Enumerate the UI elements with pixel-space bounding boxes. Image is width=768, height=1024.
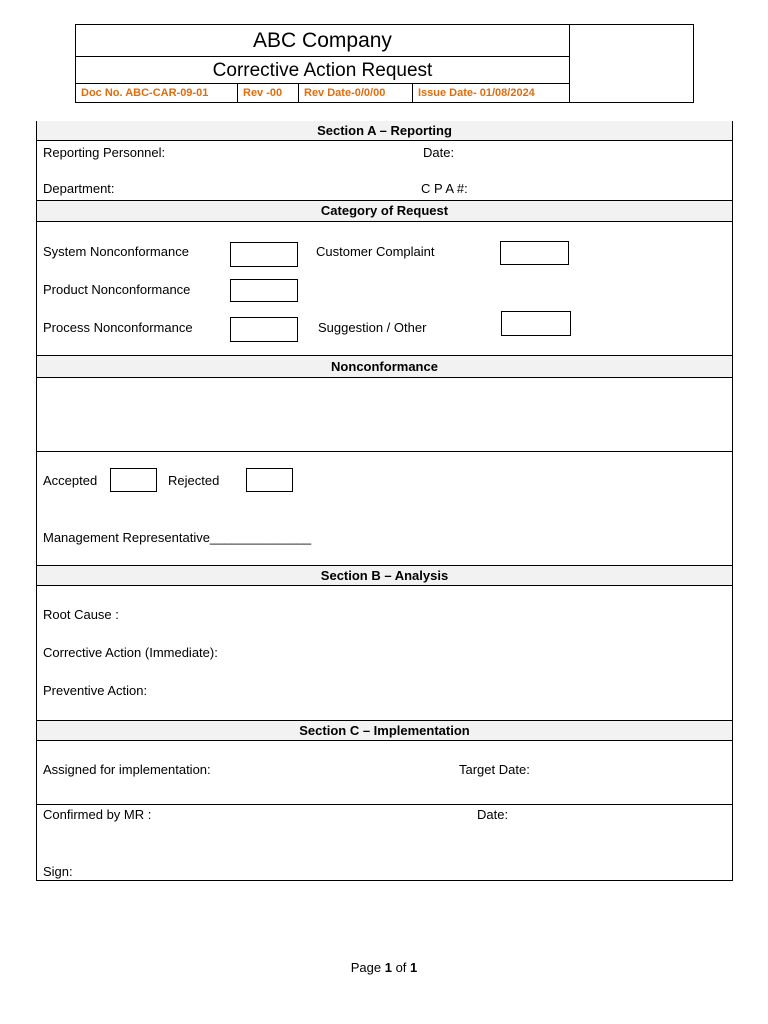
category-heading: Category of Request <box>37 200 732 222</box>
doc-meta-row <box>76 84 569 102</box>
management-representative-label: Management Representative______________ <box>43 530 312 545</box>
section-a-heading: Section A – Reporting <box>37 121 732 141</box>
total-pages: 1 <box>410 960 418 975</box>
system-nc-checkbox[interactable] <box>230 242 298 267</box>
product-nc-checkbox[interactable] <box>230 279 298 302</box>
doc-number: Doc No. ABC-CAR-09-01 <box>76 84 238 102</box>
of-word: of <box>395 960 407 975</box>
header-info <box>76 25 570 102</box>
current-page: 1 <box>384 960 392 975</box>
document-header <box>75 24 694 103</box>
assigned-label: Assigned for implementation: <box>43 762 211 777</box>
company-name: ABC Company <box>76 25 569 57</box>
rejected-label: Rejected <box>168 473 220 488</box>
root-cause-label: Root Cause : <box>43 607 119 622</box>
preventive-action-label: Preventive Action: <box>43 683 148 698</box>
confirmed-by-mr-label: Confirmed by MR : <box>43 807 152 822</box>
sign-label: Sign: <box>43 864 73 879</box>
divider <box>37 451 732 452</box>
nonconformance-description-area[interactable] <box>37 378 732 451</box>
department-label: Department: <box>43 181 115 196</box>
logo-cell <box>570 25 693 102</box>
customer-complaint-checkbox[interactable] <box>500 241 569 265</box>
process-nc-checkbox[interactable] <box>230 317 298 342</box>
issue-date: Issue Date- 01/08/2024 <box>418 87 535 99</box>
process-nc-label: Process Nonconformance <box>43 320 193 335</box>
system-nc-label: System Nonconformance <box>43 244 189 259</box>
suggestion-other-checkbox[interactable] <box>501 311 571 336</box>
nonconformance-heading: Nonconformance <box>37 355 732 378</box>
form-title: Corrective Action Request <box>76 57 569 84</box>
customer-complaint-label: Customer Complaint <box>316 244 435 259</box>
accepted-label: Accepted <box>43 473 98 488</box>
report-date-label: Date: <box>423 145 455 160</box>
corrective-action-label: Corrective Action (Immediate): <box>43 645 218 660</box>
cpa-number-label: C P A #: <box>421 181 468 196</box>
revision-date: Rev Date-0/0/00 <box>299 84 413 102</box>
car-form <box>36 121 733 881</box>
accepted-checkbox[interactable] <box>110 468 157 492</box>
reporting-personnel-label: Reporting Personnel: <box>43 145 166 160</box>
divider <box>37 804 732 805</box>
product-nc-label: Product Nonconformance <box>43 282 191 297</box>
page-word: Page <box>350 960 382 975</box>
suggestion-other-label: Suggestion / Other <box>318 320 427 335</box>
target-date-label: Target Date: <box>459 762 530 777</box>
rejected-checkbox[interactable] <box>246 468 293 492</box>
confirmed-date-label: Date: <box>477 807 509 822</box>
section-c-heading: Section C – Implementation <box>37 720 732 741</box>
section-b-heading: Section B – Analysis <box>37 565 732 586</box>
page-footer <box>0 960 768 975</box>
revision: Rev -00 <box>238 84 299 102</box>
